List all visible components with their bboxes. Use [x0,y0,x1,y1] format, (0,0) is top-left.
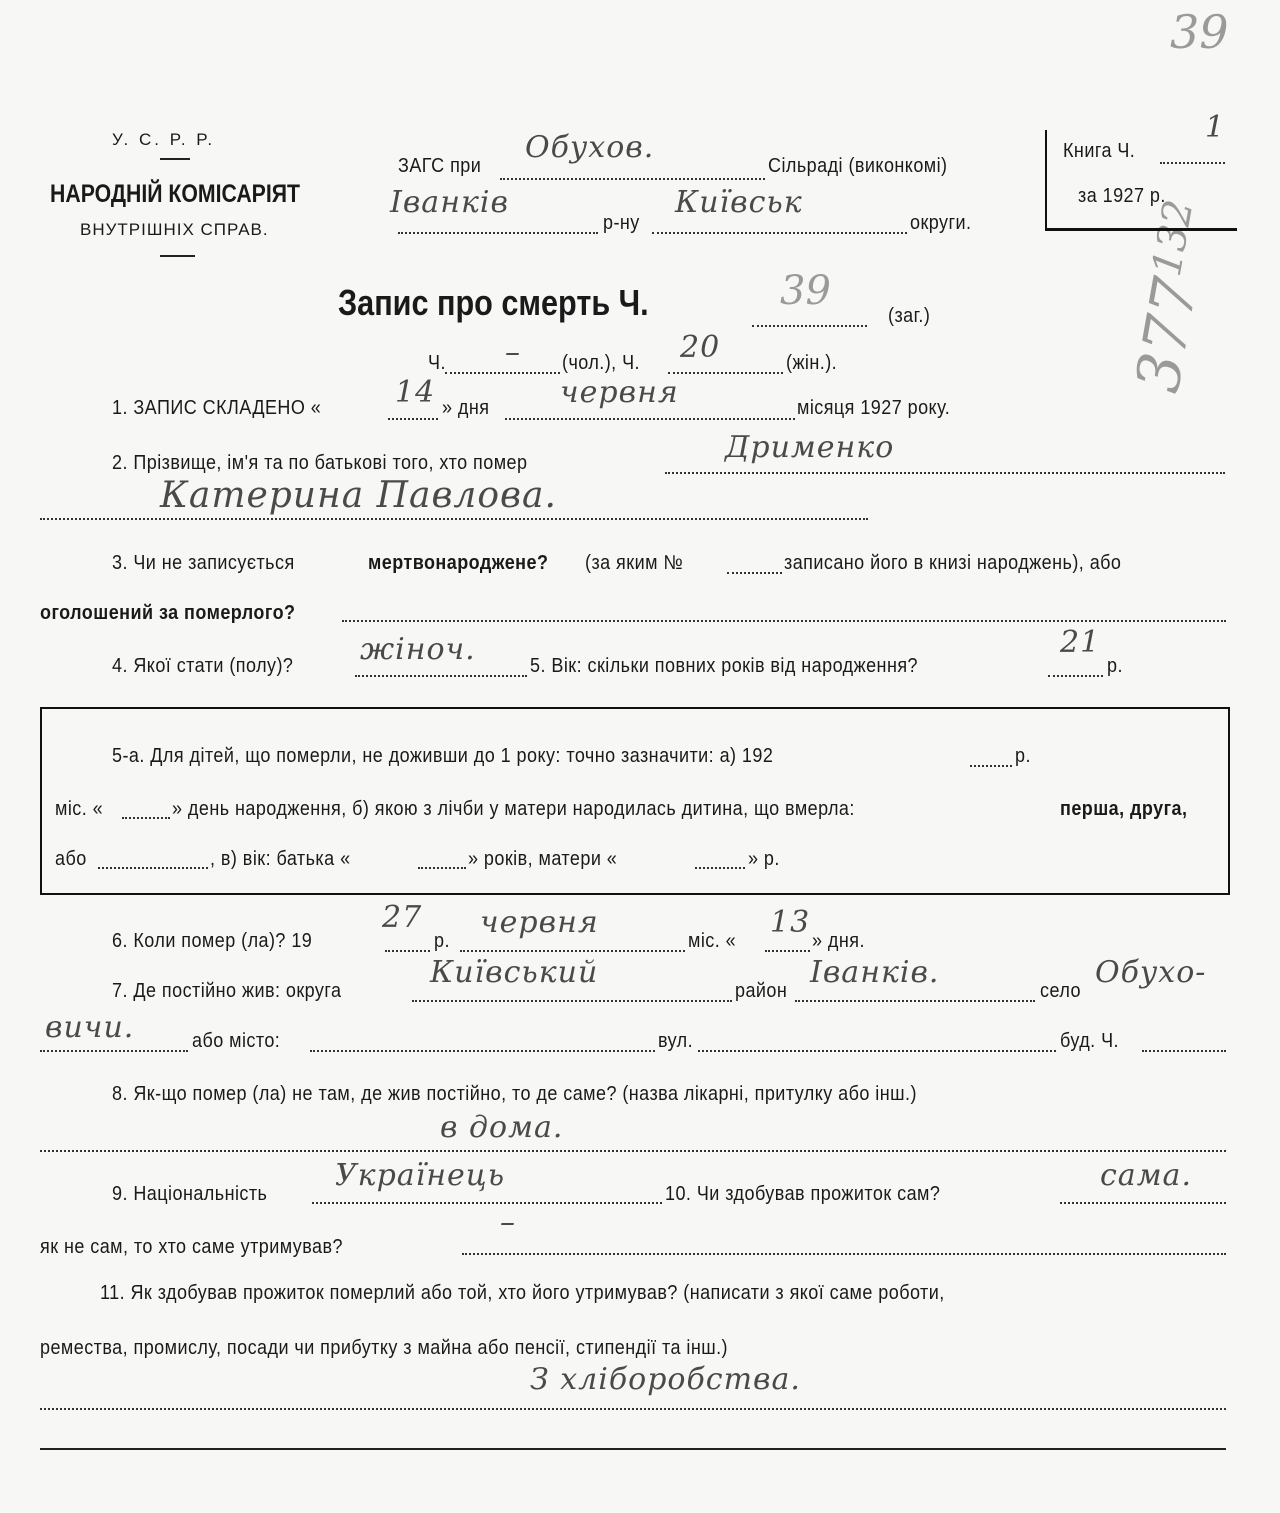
f3-bold: мертвонароджене? [368,552,549,574]
zags-label: ЗАГС при [398,155,482,177]
f1-mid: » дня [442,397,490,419]
f6-label: 6. Коли помер (ла)? 19 [112,930,313,952]
f10b-value: – [500,1205,516,1240]
f6-month: червня [480,905,599,940]
f5a-line1-end: р. [1015,745,1031,767]
f7-misto-label: або місто: [192,1030,281,1052]
f5-value: 21 [1060,625,1101,660]
f7-bud-label: буд. Ч. [1060,1030,1119,1052]
f6-day: 13 [770,905,811,940]
record-number: 39 [780,268,831,314]
ministry-title: НАРОДНІЙ КОМІСАРІЯТ [50,180,301,208]
f9-value: Українець [335,1158,506,1193]
f5a-line1: 5-а. Для дітей, що померли, не доживши до 1 року: точно зазначити: а) 192 [112,745,774,767]
f11-line2: ремества, промислу, посади чи прибутку з майна або пенсії, стипендії та інш.) [40,1337,728,1359]
f10-value: сама. [1100,1158,1192,1193]
f10b-label: як не сам, то хто саме утримував? [40,1236,343,1258]
f3-label: 3. Чи не записується [112,552,295,574]
f2-surname: Дрименко [725,430,895,465]
female-label: (жін.). [786,352,838,374]
f7-okruha: Київський [430,955,599,990]
district-value: Іванків [390,185,509,220]
f8-label: 8. Як-що помер (ла) не там, де жив постійно, то де саме? (назва лікарні, притулку або інш.) [112,1083,917,1105]
margin-note: 377 [1122,272,1212,398]
f5a-line3b: , в) вік: батька « [210,848,351,870]
male-count: – [505,335,521,370]
f5a-line2-bold: перша, друга, [1060,798,1188,820]
ministry-subtitle: ВНУТРІШНІХ СПРАВ. [80,220,269,239]
f8-value: в дома. [440,1110,564,1145]
female-count: 20 [680,330,721,365]
f5-label: 5. Вік: скільки повних років від народження? [530,655,918,677]
f7-rayon-label: район [735,980,788,1002]
f3-line2: оголошений за померлого? [40,602,296,624]
f3-rest: (за яким № [585,552,684,574]
zags-value: Обухов. [525,130,655,165]
male-label: (чол.), Ч. [562,352,640,374]
okruha-value: Київськ [675,185,803,220]
book-label: Книга Ч. [1063,140,1136,162]
f6-r: р. [434,930,450,952]
f1-month: червня [560,375,679,410]
f1-label: 1. ЗАПИС СКЛАДЕНО « [112,397,322,419]
f5a-line2: міс. « [55,798,104,820]
f4-value: жіноч. [360,632,476,667]
f1-day: 14 [395,375,436,410]
council-label: Сільраді (виконкомі) [768,155,948,177]
f7-label: 7. Де постійно жив: округа [112,980,342,1002]
f2-label: 2. Прізвище, ім'я та по батькові того, хто помер [112,452,528,474]
f11-line1: 11. Як здобував прожиток померлий або той, хто його утримував? (написати з якої саме роботи, [100,1282,945,1304]
f5a-line3a: або [55,848,87,870]
district-label: р-ну [603,212,640,234]
f5a-line3c: » років, матери « [468,848,618,870]
f1-end: місяця 1927 року. [797,397,951,419]
margin-note: 132 [1143,196,1203,280]
f6-mis: міс. « [688,930,737,952]
f11-value: З хліборобства. [530,1362,801,1397]
title-suffix: (заг.) [888,305,931,327]
f9-label: 9. Національність [112,1183,268,1205]
f6-year: 27 [382,900,423,935]
f5a-line3d: » р. [748,848,780,870]
margin-number: 39 [1170,5,1229,59]
count-label: Ч. [428,352,446,374]
f10-label: 10. Чи здобував прожиток сам? [665,1183,941,1205]
f2-name: Катерина Павлова. [160,475,557,516]
f7-selo: Обухо- [1095,955,1207,990]
f5-unit: р. [1107,655,1123,677]
book-number: 1 [1205,110,1226,145]
f5a-line2b: » день народження, б) якою з лічби у матери народилась дитина, що вмерла: [172,798,855,820]
republic-label: У. С. Р. Р. [112,130,216,149]
f7-vul-label: вул. [658,1030,694,1052]
f6-end: » дня. [812,930,865,952]
f7-selo-label: село [1040,980,1081,1002]
document-title: Запис про смерть Ч. [338,282,649,323]
f7-selo-continued: вичи. [45,1010,135,1045]
book-year: за 1927 р. [1078,185,1166,207]
f4-label: 4. Якої стати (полу)? [112,655,294,677]
f7-rayon: Іванків. [810,955,940,990]
okruha-label: округи. [910,212,972,234]
f3-rest2: записано його в книзі народжень), або [784,552,1122,574]
